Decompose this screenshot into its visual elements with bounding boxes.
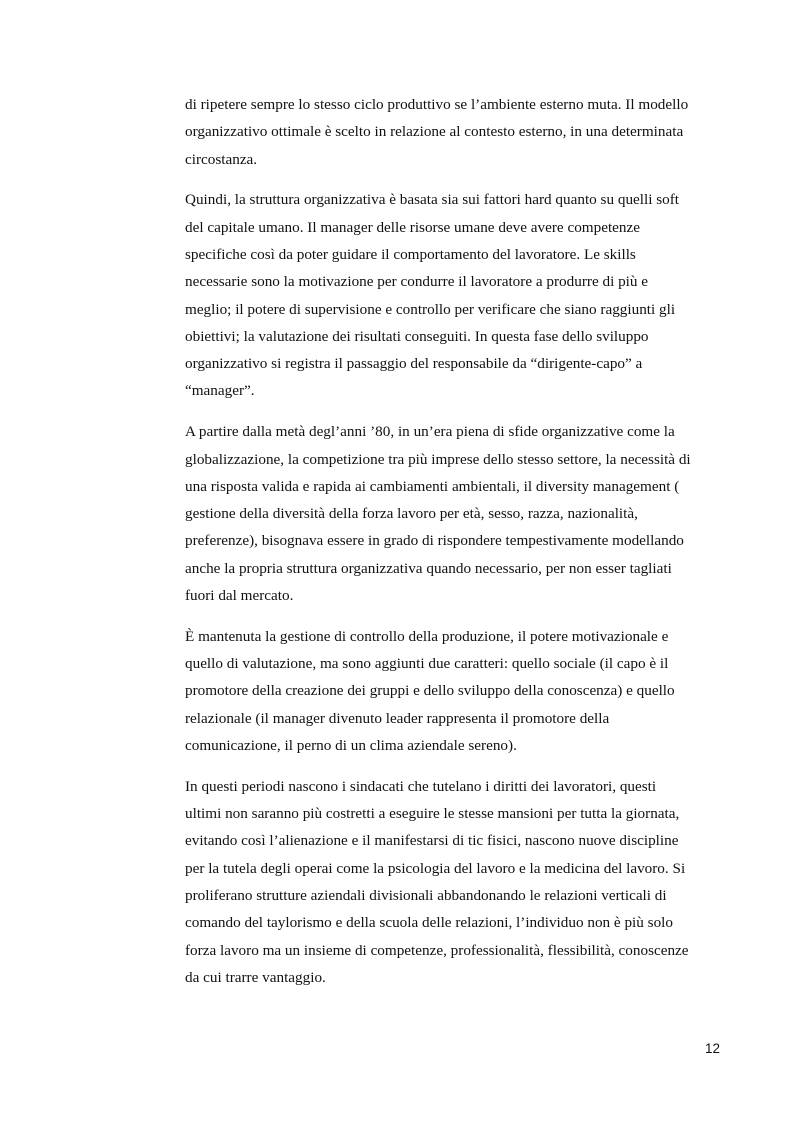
text-line: Quindi, la struttura organizzativa è basata sia sui fattori hard quanto su quelli soft (185, 191, 680, 209)
text-line: di ripetere sempre lo stesso ciclo produttivo se l’ambiente esterno muta. Il modello (185, 96, 689, 113)
text-line: globalizzazione, la competizione tra più imprese dello stesso settore, la necessità di (185, 450, 691, 468)
text-line: organizzativo ottimale è scelto in relazione al contesto esterno, in una determinata (185, 123, 684, 141)
text-line: forza lavoro ma un insieme di competenze, professionalità, flessibilità, conoscenze (185, 941, 689, 959)
paragraph (185, 623, 725, 759)
paragraph (185, 418, 725, 609)
body-text (185, 91, 725, 1005)
text-line: una risposta valida e rapida ai cambiamenti ambientali, il diversity management ( (185, 477, 680, 495)
text-line: evitando così l’alienazione e il manifestarsi di tic fisici, nascono nuove discipline (185, 832, 679, 850)
text-line: meglio; il potere di supervisione e controllo per verificare che siano raggiunti gli (185, 300, 676, 318)
text-line: organizzativo si registra il passaggio del responsabile da “dirigente-capo” a (185, 355, 643, 373)
text-line: È mantenuta la gestione di controllo della produzione, il potere motivazionale e (185, 627, 669, 645)
text-line: da cui trarre vantaggio. (185, 968, 326, 986)
text-line: gestione della diversità della forza lavoro per età, sesso, razza, nazionalità, (185, 505, 638, 523)
text-line: fuori dal mercato. (185, 587, 294, 605)
text-line: obiettivi; la valutazione dei risultati conseguiti. In questa fase dello sviluppo (185, 327, 649, 345)
text-line: promotore della creazione dei gruppi e dello sviluppo della conoscenza) e quello (185, 682, 675, 700)
page-number: 12 (704, 1041, 720, 1056)
text-line: A partire dalla metà degl’anni ’80, in un’era piena di sfide organizzative come la (185, 423, 675, 441)
text-line: del capitale umano. Il manager delle risorse umane deve avere competenze (185, 218, 640, 236)
text-line: “manager”. (185, 382, 255, 400)
text-line: quello di valutazione, ma sono aggiunti due caratteri: quello sociale (il capo è il (185, 655, 669, 673)
text-line: ultimi non saranno più costretti a eseguire le stesse mansioni per tutta la giornata, (185, 805, 680, 823)
text-line: In questi periodi nascono i sindacati che tutelano i diritti dei lavoratori, questi (185, 777, 657, 795)
paragraph (185, 773, 725, 991)
text-line: specifiche così da poter guidare il comportamento del lavoratore. Le skills (185, 245, 636, 263)
text-line: preferenze), bisognava essere in grado di rispondere tempestivamente modellando (185, 532, 684, 550)
text-line: comunicazione, il perno di un clima aziendale sereno). (185, 737, 517, 755)
paragraph (185, 186, 725, 404)
text-line: proliferano strutture aziendali divisionali abbandonando le relazioni verticali di (185, 887, 667, 905)
text-line: per la tutela degli operai come la psicologia del lavoro e la medicina del lavoro. Si (185, 859, 686, 877)
text-line: comando del taylorismo e della scuola delle relazioni, l’individuo non è più solo (185, 914, 673, 932)
text-line: relazionale (il manager divenuto leader rappresenta il promotore della (185, 709, 610, 727)
text-line: necessarie sono la motivazione per condurre il lavoratore a produrre di più e (185, 273, 649, 291)
text-line: circostanza. (185, 150, 258, 168)
paragraph (185, 91, 725, 173)
text-line: anche la propria struttura organizzativa quando necessario, per non esser tagliati (185, 559, 672, 577)
